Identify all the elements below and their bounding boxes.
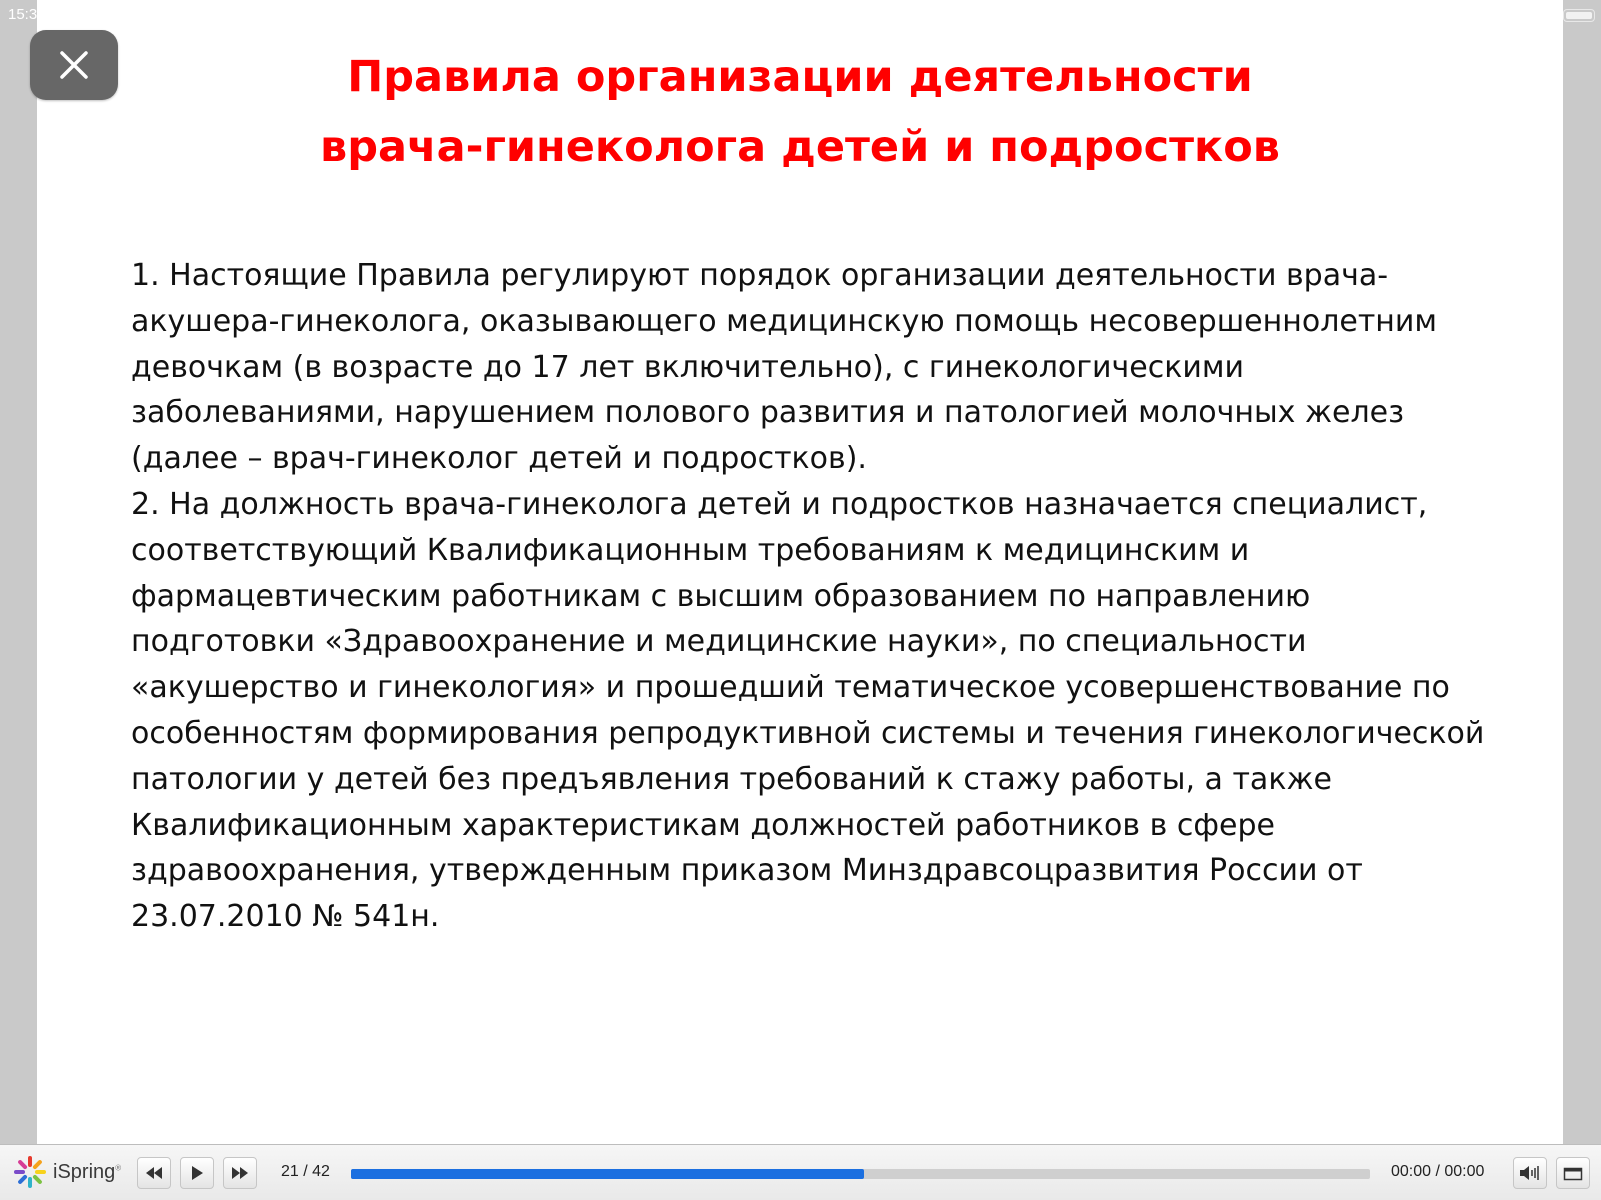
slide-counter: 21 / 42 [281, 1163, 330, 1180]
ispring-logo [13, 1155, 121, 1189]
player-toolbar [0, 1144, 1601, 1200]
time-display: 00:00 / 00:00 [1391, 1163, 1485, 1180]
fast-forward-icon [230, 1166, 250, 1180]
play-icon [190, 1165, 204, 1181]
slide-title-line: врача-гинеколога детей и подростков [320, 122, 1280, 172]
next-slide-button[interactable] [223, 1157, 257, 1189]
slide-body [131, 253, 1491, 940]
play-button[interactable] [180, 1157, 214, 1189]
status-time: 15:3 [8, 6, 38, 23]
slide-title [37, 42, 1563, 182]
slide-paragraph: 2. На должность врача-гинеколога детей и подростков назначается специалист, соответствующий Квалификационным требованиям к медицинским и фармацевтическим работникам с высшим образованием по направлению подготовки «Здравоохранение и медицинские науки», по специальности «акушерство и гинекология» и прошедший тематическое усовершенствование по особенностям формирования репродуктивной системы и течения гинекологической патологии у детей без предъявления требований к стажу работы, а также Квалификационным характеристикам должностей работников в сфере здравоохранения, утвержденным приказом Минздравсоцразвития России от 23.07.2010 № 541н. [131, 486, 1485, 935]
slide-title-line: Правила организации деятельности [347, 52, 1253, 102]
ispring-flower-icon [13, 1155, 47, 1189]
previous-slide-button[interactable] [137, 1157, 171, 1189]
fullscreen-icon [1563, 1165, 1583, 1181]
volume-button[interactable] [1513, 1157, 1547, 1189]
slide-paragraph: 1. Настоящие Правила регулируют порядок организации деятельности врача-акушера-гинеколога, оказывающего медицинскую помощь несовершеннолетним девочкам (в возрасте до 17 лет включительно), с гинекологическими заболеваниями, нарушением полового развития и патологией молочных желез (далее – врач-гинеколог детей и подростков). [131, 258, 1438, 477]
progress-bar-fill [351, 1169, 864, 1179]
battery-icon [1563, 9, 1595, 22]
rewind-icon [144, 1166, 164, 1180]
ispring-logo-text: iSpring® [53, 1160, 122, 1183]
fullscreen-button[interactable] [1556, 1157, 1590, 1189]
volume-icon [1519, 1165, 1541, 1181]
progress-bar[interactable] [351, 1169, 1370, 1179]
